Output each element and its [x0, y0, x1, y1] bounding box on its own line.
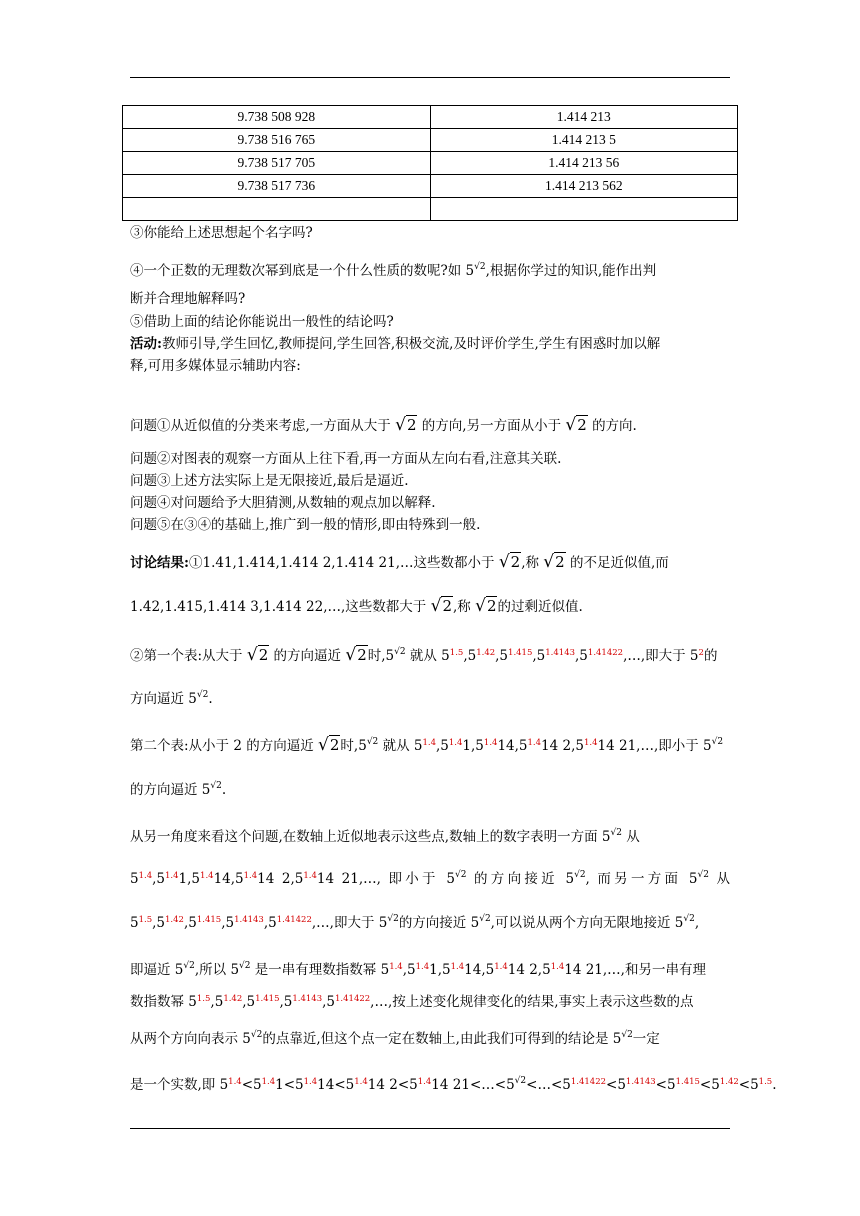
- sqrt-2: √2: [345, 645, 367, 665]
- problem-1: 问题①从近似值的分类来考虑,一方面从大于 √2 的方向,另一方面从小于 √2 的方向.: [130, 415, 637, 435]
- table-row: [123, 198, 738, 221]
- result-line-8: $5^{1.4},5^{1.4}1,5^{1.4}14,5^{1.4}14$ $2,5^{1.4}14$ 21,…, 即小于 $5^{√2}$ 的方向接近 $5^{√2}$, 而另一方面 $5^{√2}$ 从: [130, 870, 730, 887]
- sqrt-2: √2: [318, 735, 340, 755]
- activity-line-2: 释,可用多媒体显示辅助内容:: [130, 358, 301, 374]
- result-line-11: 数指数幂 $5^{1.5},5^{1.42},5^{1.415},5^{1.4143},5^{1.41422},\dots$,按上述变化规律变化的结果,事实上表示这些数的点: [130, 994, 694, 1010]
- result-line-10: 即逼近 $5^{√2}$,所以 $5^{√2}$ 是一串有理数指数幂 $5^{1.4},5^{1.4}1,5^{1.4}14,5^{1.4}14$ $2,5^{1.4}14$ 21,…,和另一串有理: [130, 961, 706, 978]
- result-line-9: $5^{1.5},5^{1.42},5^{1.415},5^{1.4143},5^{1.41422},\dots$,即大于 $5^{√2}$的方向接近 $5^{√2}$,可以说从两个方向无限地接近 $5^{√2}$,: [130, 914, 700, 931]
- problem-2: 问题②对图表的观察一方面从上往下看,再一方面从左向右看,注意其关联.: [130, 451, 562, 467]
- problem-3: 问题③上述方法实际上是无限接近,最后是逼近.: [130, 473, 409, 489]
- sqrt-2: √2: [498, 552, 521, 572]
- result-line-7: 从另一角度来看这个问题,在数轴上近似地表示这些点,数轴上的数字表明一方面 $5^{√2}$ 从: [130, 828, 640, 845]
- result-line-4: 方向逼近 $5^{√2}$.: [130, 690, 213, 707]
- header-rule: [130, 77, 730, 78]
- sqrt-2: √2: [246, 645, 269, 665]
- question-4-line-1: ④一个正数的无理数次幂到底是一个什么性质的数呢?如 $5^{√2}$,根据你学过的知识,能作出判: [130, 262, 657, 279]
- footer-rule: [130, 1128, 730, 1129]
- table-row: 9.738 517 705 1.414 213 56: [123, 152, 738, 175]
- problem-4: 问题④对问题给予大胆猜测,从数轴的观点加以解释.: [130, 495, 436, 511]
- sqrt-2: √2: [543, 552, 565, 572]
- question-4-line-2: 断并合理地解释吗?: [130, 291, 246, 307]
- approximation-table: [122, 105, 738, 221]
- result-line-5: 第二个表:从小于 2 的方向逼近 √2时$,5^{√2}$ 就从 $5^{1.4},5^{1.4}1,5^{1.4}14,5^{1.4}14$ $2,5^{1.4}14$ 21,…,即小于 $5^{√2}$: [130, 735, 724, 755]
- sqrt-2: √2: [565, 415, 587, 435]
- table-row: 9.738 508 928 1.414 213: [123, 106, 738, 129]
- question-3: ③你能给上述思想起个名字吗?: [130, 225, 313, 241]
- result-line-2: 1.42,1.415,1.414 3,1.414 22,…,这些数都大于 √2,称 √2的过剩近似值.: [130, 596, 583, 616]
- sqrt-2: √2: [475, 596, 497, 616]
- result-line-3: ②第一个表:从大于 √2 的方向逼近 √2时$,5^{√2}$ 就从 $5^{1.5},5^{1.42},5^{1.415},5^{1.4143},5^{1.41422},\dots$,即大于 $5^2$的: [130, 645, 718, 665]
- result-line-1: 讨论结果:①1.41,1.414,1.414 2,1.414 21,…这些数都小于 √2,称 √2 的不足近似值,而: [130, 552, 669, 572]
- result-line-12: 从两个方向向表示 $5^{√2}$的点靠近,但这个点一定在数轴上,由此我们可得到的结论是 $5^{√2}$一定: [130, 1030, 660, 1047]
- result-line-6: 的方向逼近 $5^{√2}$.: [130, 781, 227, 798]
- activity-line-1: 活动:教师引导,学生回忆,教师提问,学生回答,积极交流,及时评价学生,学生有困惑时加以解: [130, 336, 661, 352]
- problem-5: 问题⑤在③④的基础上,推广到一般的情形,即由特殊到一般.: [130, 517, 481, 533]
- table-row: 9.738 516 765 1.414 213 5: [123, 129, 738, 152]
- result-line-13: 是一个实数,即 $5^{1.4}<5^{1.4}1<5^{1.4}14<5^{1.4}14$ $2<5^{1.4}14$ $21<\dots<5^{√2}<\dots<5^{1.41422}<5^{1.4143}<5^{1.415}<5^{1.42}<5^{1.5}$.: [130, 1076, 777, 1093]
- sqrt-2: √2: [430, 596, 452, 616]
- question-5: ⑤借助上面的结论你能说出一般性的结论吗?: [130, 314, 394, 330]
- table-row: 9.738 517 736 1.414 213 562: [123, 175, 738, 198]
- sqrt-2: √2: [395, 415, 417, 435]
